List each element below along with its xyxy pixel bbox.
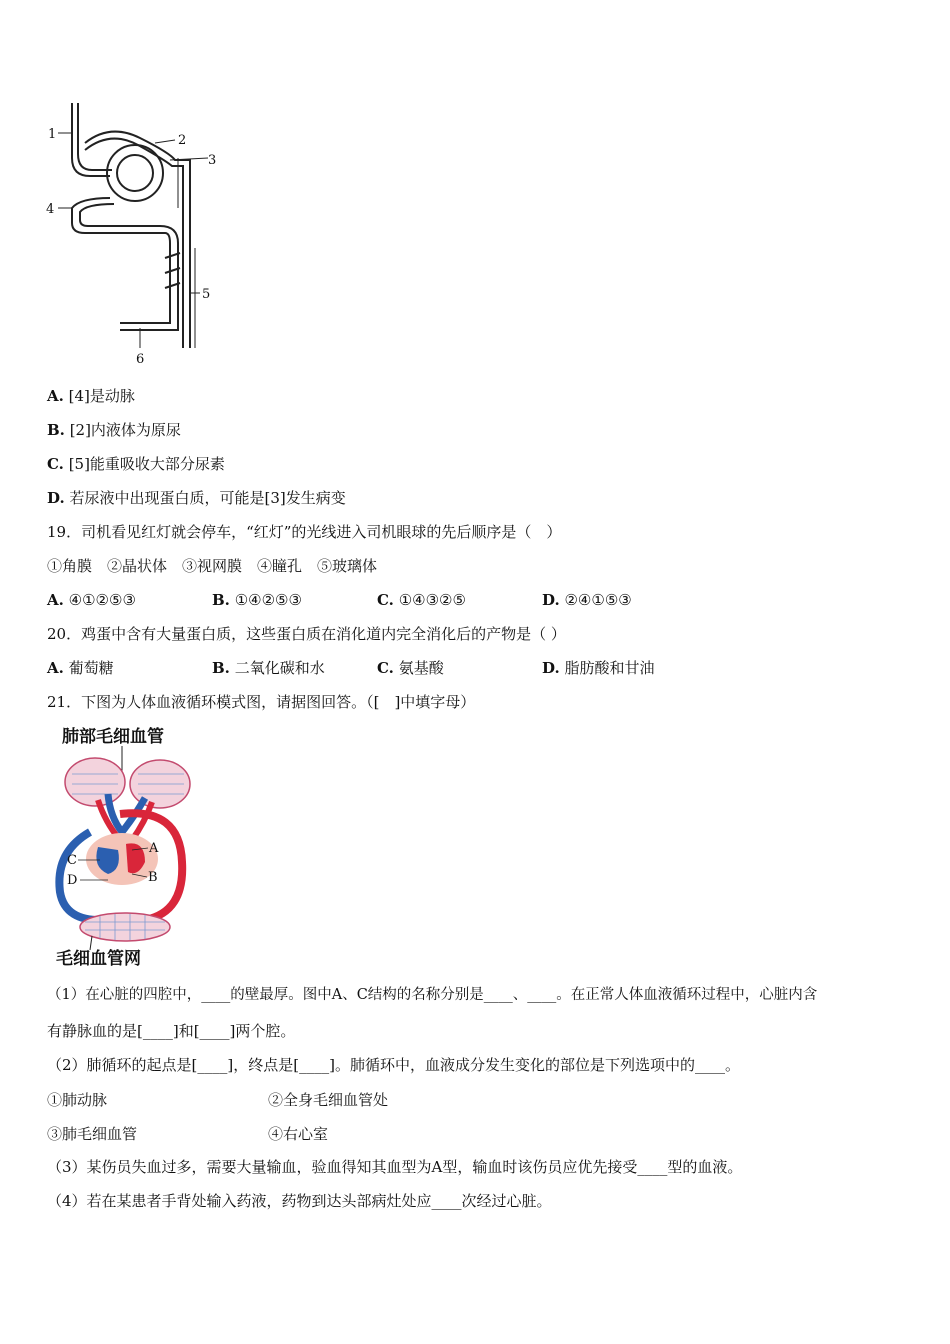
q19-option-b: B. ①④②⑤③ xyxy=(212,591,302,609)
q19-option-c: C. ①④③②⑤ xyxy=(377,591,466,609)
fig2-label-b: B xyxy=(148,870,158,885)
q21-part1-line2: 有静脉血的是[____]和[____]两个腔。 xyxy=(47,1022,296,1040)
left-lung xyxy=(65,758,125,806)
q21-choice-2: ②全身毛细血管处 xyxy=(268,1091,389,1109)
q19-items: ①角膜 ②晶状体 ③视网膜 ④瞳孔 ⑤玻璃体 xyxy=(47,557,378,575)
label-4: 4 xyxy=(46,202,55,217)
q21-part2: （2）肺循环的起点是[____]，终点是[____]。肺循环中，血液成分发生变化的部位是下列选项中的____。 xyxy=(47,1056,740,1074)
q20-option-a: A. 葡萄糖 xyxy=(47,659,114,677)
label-1: 1 xyxy=(48,127,57,142)
q21-choice-3: ③肺毛细血管 xyxy=(47,1125,138,1143)
q19-option-d: D. ②④①⑤③ xyxy=(542,591,632,609)
q18-option-a: A. [4]是动脉 xyxy=(47,387,135,405)
capillary-network xyxy=(80,913,170,941)
q21-stem: 21．下图为人体血液循环模式图，请据图回答。（[ ]中填字母） xyxy=(47,693,476,711)
fig2-bottom-label: 毛细血管网 xyxy=(56,949,141,969)
q21-choice-1: ①肺动脉 xyxy=(47,1091,108,1109)
fig2-label-a: A xyxy=(149,841,159,856)
q20-stem: 20．鸡蛋中含有大量蛋白质，这些蛋白质在消化道内完全消化后的产物是（ ） xyxy=(47,625,566,643)
q19-stem: 19．司机看见红灯就会停车，“红灯”的光线进入司机眼球的先后顺序是（ ） xyxy=(47,523,562,541)
q21-part1-line1: （1）在心脏的四腔中，____的壁最厚。图中A、C结构的名称分别是____、____。在正常人体血液循环过程中，心脏内含 xyxy=(47,987,818,1003)
q21-part3: （3）某伤员失血过多，需要大量输血，验血得知其血型为A型，输血时该伤员应优先接受____型的血液。 xyxy=(47,1158,743,1176)
q20-option-c: C. 氨基酸 xyxy=(377,659,444,677)
q19-option-a: A. ④①②⑤③ xyxy=(47,591,136,609)
label-2: 2 xyxy=(178,133,187,148)
q21-choice-4: ④右心室 xyxy=(268,1125,329,1143)
q18-option-d: D. 若尿液中出现蛋白质，可能是[3]发生病变 xyxy=(47,489,346,507)
fig2-label-c: C xyxy=(67,853,77,868)
q18-option-b: B. [2]内液体为原尿 xyxy=(47,421,181,439)
label-6: 6 xyxy=(136,352,145,367)
q18-option-c: C. [5]能重吸收大部分尿素 xyxy=(47,455,225,473)
fig2-top-label: 肺部毛细血管 xyxy=(62,727,164,747)
label-5: 5 xyxy=(202,287,211,302)
q20-option-b: B. 二氧化碳和水 xyxy=(212,659,325,677)
renal-tubule xyxy=(72,198,170,323)
q20-option-d: D. 脂肪酸和甘油 xyxy=(542,659,655,677)
label-3: 3 xyxy=(208,153,217,168)
q21-part4: （4）若在某患者手背处输入药液，药物到达头部病灶处应____次经过心脏。 xyxy=(47,1192,552,1210)
nephron-diagram xyxy=(40,98,230,368)
fig2-label-d: D xyxy=(67,873,78,888)
circulation-diagram xyxy=(50,722,200,972)
